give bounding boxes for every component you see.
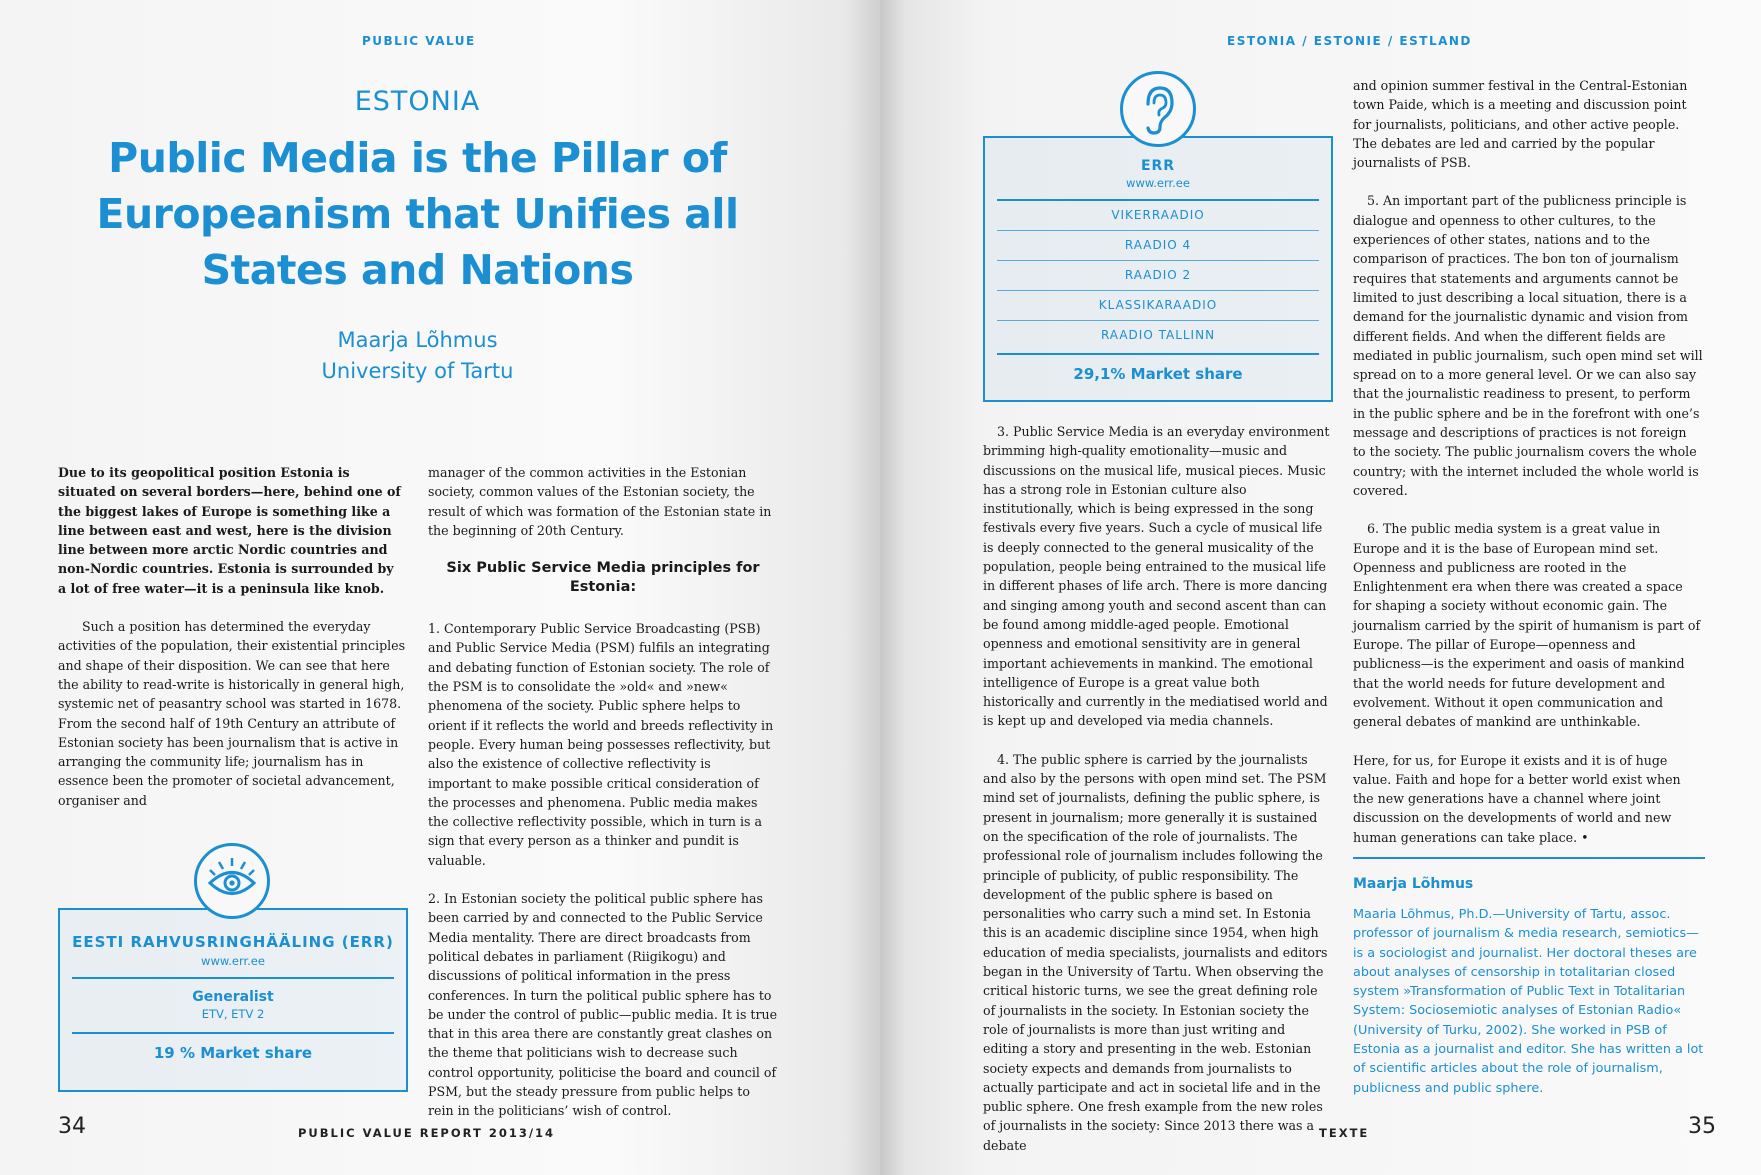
running-head: ESTONIA / ESTONIE / ESTLAND — [1227, 34, 1472, 48]
page-number: 34 — [58, 1114, 86, 1139]
divider — [997, 230, 1319, 231]
right-column-2 — [1353, 76, 1703, 866]
station-item: RAADIO 4 — [1124, 238, 1192, 252]
divider — [997, 320, 1319, 321]
paragraph: 1. Contemporary Public Service Broadcasting (PSB) and Public Service Media (PSM) fulfils an integrating and debating function of Estonian society. The role of the PSM is to consolidate the »old« and »new« phenomena of the society. Public sphere helps to orient if it reflects the world and breeds reflectivity in people. Every human being possesses reflectivity, but also the existence of collective reflectivity is important to make possible critical consideration of the processes and phenomena. Public media makes the collective reflectivity possible, which in turn is a sign that every person as a thinker and pundit is valuable. — [428, 621, 774, 868]
market-share: 19 % Market share — [153, 1044, 313, 1062]
divider — [72, 1032, 394, 1034]
left-column-2 — [428, 463, 778, 1140]
right-page — [880, 0, 1761, 1175]
divider — [997, 290, 1319, 291]
paragraph: 3. Public Service Media is an everyday environment brimming high-quality emotionality—music and discussions on the musical life, musical pieces. Music has a strong role in Estonian culture also institutionally, which is being expressed in the song festivals every five years. Such a cycle of musical life is deeply connected to the general musicality of the population, people being entrained to the musical life in different phases of life arch. There is more dancing and singing among youth and second ascent than can be found among middle-aged people. Emotional openness and emotional sensitivity are in general important achievements in mankind. The emotional intelligence of Europe is a great value both historically and currently in the mediatised world and is kept up and developed via media channels. — [983, 424, 1330, 729]
paragraph: 6. The public media system is a great value in Europe and it is the base of European mind set. Openness and publicness are rooted in the Enlightenment era when there was created a space for shaping a society without economic gain. The journalism carried by the spirit of humanism is part of Europe. The pillar of Europe—openness and publicness—is the experiment and oasis of mankind that the world needs for future development and evolvement. Without it open communication and general debates of mankind are unthinkable. — [1353, 521, 1701, 730]
left-page — [0, 0, 880, 1175]
author-name: Maarja Lõhmus — [337, 328, 498, 352]
station-item: RAADIO TALLINN — [1100, 328, 1216, 342]
article-kicker: ESTONIA — [354, 86, 481, 117]
broadcaster-channels: ETV, ETV 2 — [201, 1007, 265, 1021]
footer-title: TEXTE — [1319, 1126, 1370, 1140]
footer-title: PUBLIC VALUE REPORT 2013/14 — [298, 1126, 556, 1140]
author-bio: Maaria Lõhmus, Ph.D.—University of Tartu, assoc. professor of journalism & media research, semiotics—is a sociologist and journalist. Her doctoral theses are about analyses of censorship in totalitarian closed system »Transformation of Public Text in Totalitarian System: Sociosemiotic analyses of Estonian Radio« (University of Turku, 2002). She worked in PSB of Estonia as a journalist and editor. She has written a lot of scientific articles about the role of journalism, publicness and public sphere. — [1353, 907, 1704, 1096]
divider — [997, 260, 1319, 261]
paragraph: and opinion summer festival in the Central-Estonian town Paide, which is a meeting and discussion point for journalists, politicians, and other active people. The debates are led and carried by the popular journalists of PSB. — [1353, 78, 1688, 171]
market-share: 29,1% Market share — [1073, 365, 1243, 383]
broadcaster-type: Generalist — [192, 989, 274, 1005]
lead-paragraph: Due to its geopolitical position Estonia is situated on several borders—here, behind one of the biggest lakes of Europe is something like a line between east and west, here is the division line between more arctic Nordic countries and non-Nordic countries. Estonia is surrounded by a lot of free water—it is a peninsula like knob. — [58, 465, 401, 596]
broadcaster-url: www.err.ee — [1126, 176, 1190, 190]
principles-subhead: Six Public Service Media principles for Estonia: — [446, 560, 760, 596]
divider — [997, 353, 1319, 355]
broadcaster-infobox — [58, 908, 408, 1092]
ear-icon — [1120, 71, 1196, 147]
station-item: VIKERRAADIO — [1111, 208, 1205, 222]
broadcaster-name: EESTI RAHVUSRINGHÄÄLING (ERR) — [72, 933, 394, 951]
author-divider — [1353, 857, 1705, 859]
paragraph: Here, for us, for Europe it exists and it is of huge value. Faith and hope for a better world exist when the new generations have a channel where joint discussion on the developments of world and new human generations can take place. • — [1353, 752, 1681, 845]
author-box-name: Maarja Lõhmus — [1353, 876, 1474, 892]
broadcaster-url: www.err.ee — [201, 954, 265, 968]
station-item: KLASSIKARAADIO — [1098, 298, 1218, 312]
article-headline: Public Media is the Pillar of Europeanism that Unifies all States and Nations — [96, 134, 739, 294]
left-column-1 — [58, 463, 406, 829]
author-affiliation: University of Tartu — [321, 359, 514, 383]
divider — [72, 977, 394, 979]
running-head: PUBLIC VALUE — [362, 34, 476, 48]
broadcaster-name: ERR — [1140, 158, 1176, 174]
right-column-1 — [983, 422, 1333, 1174]
paragraph: 5. An important part of the publicness principle is dialogue and openness to other cultures, to the experiences of other states, nations and to the comparison of practices. The bon ton of journalism requires that statements and arguments cannot be limited to just describing a local situation, there is a demand for the journalistic dynamic and vision from different fields. And when the different fields are mediated in public journalism, such open mind set will spread on to a more general level. Or we can also say that the journalistic readiness to present, to perform in the public sphere and be in the forefront with one’s message and descriptions of practices is not foreign to the society. The public journalism covers the whole country; with the internet included the whole world is covered. — [1353, 193, 1703, 498]
paragraph: 2. In Estonian society the political public sphere has been carried by and connected to the Public Service Media mentality. There are direct broadcasts from political debates in parliament (Riigikogu) and discussions of political information in the press conferences. In turn the political public sphere has to be under the control of public—public media. It is true that in this area there are constantly great clashes on the theme that politicians wish to decrease such control opportunity, politicise the board and council of PSM, but the steady pressure from public helps to rein in the politicians’ wish of control. — [428, 891, 778, 1119]
station-item: RAADIO 2 — [1124, 268, 1192, 282]
paragraph: Such a position has determined the everyday activities of the population, their existential principles and shape of their disposition. We can see that here the ability to read-write is historically in general high, systemic net of peasantry school was started in 1678. From the second half of 19th Century an attribute of Estonian society has been journalism that is active in arranging the community life; journalism has in essence been the promoter of societal advancement, organiser and — [58, 619, 406, 808]
eye-icon — [194, 843, 270, 919]
paragraph: manager of the common activities in the Estonian society, common values of the Estonian society, the result of which was formation of the Estonian state in the beginning of 20th Century. — [428, 465, 772, 538]
page-number: 35 — [1688, 1114, 1716, 1139]
radio-infobox — [983, 136, 1333, 402]
paragraph: 4. The public sphere is carried by the journalists and also by the persons with open mind set. The PSM mind set of journalists, defining the public sphere, is present in journalism; more generally it is sustained on the specification of the role of journalists. The professional role of journalism includes following the principle of publicity, of public responsibility. The development of the public sphere is based on personalities who carry such a mind set. In Estonia this is an academic discipline since 1954, when high education of media specialists, journalists and editors began in the University of Tartu. When observing the critical historic turns, we see the great defining role of journalists in the society. In Estonian society the role of journalists is more than just writing and editing a story and presenting in the web. Estonian society expects and demands from journalists to actually participate and act in societal life and in the public sphere. One fresh example from the new roles of journalists in the society: Since 2013 there was a debate — [983, 751, 1328, 1153]
